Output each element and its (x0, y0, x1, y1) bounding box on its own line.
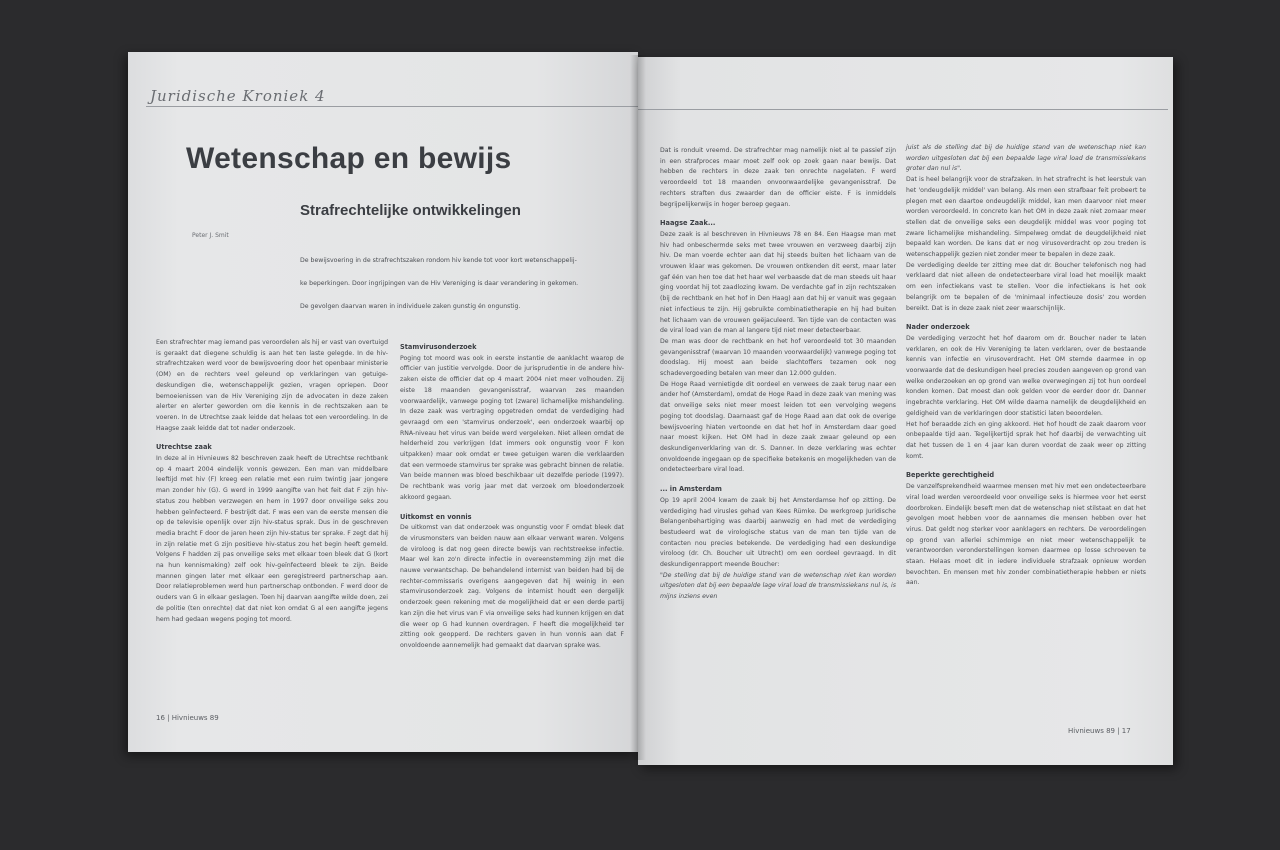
body-paragraph: De uitkomst van dat onderzoek was ongunstig voor F omdat bleek dat de virusmonsters van beiden nauw aan elkaar verwant waren. Volgens de viroloog is dat nog geen directe bewijs van rechtstreekse infectie. Maar wel kan zo'n directe infectie in overeenstemming zijn met die nauwe verwantschap. De behandelend internist van beiden had bij de rechter-commissaris overigens aangegeven dat hij weinig in een stamvirusonderzoek zag. Volgens de internist houdt een dergelijk onderzoek geen rekening met de mogelijkheid dat er een derde partij kan zijn die het virus van F via onveilige seks had kunnen krijgen en dat die weer op G had kunnen overdragen. F heeft die mogelijkheid ter zitting ook geopperd. De rechters gaven in hun vonnis aan dat F onvoldoende aannemelijk had gemaakt dat daarvan sprake was. (400, 524, 624, 649)
body-paragraph: Poging tot moord was ook in eerste instantie de aanklacht waarop de officier van justitie vervolgde. Door de jurisprudentie in de andere hiv-zaken eiste de officier dat op 4 maart 2004 niet meer volhouden. Zij eiste 18 maanden gevangenisstraf, waarvan zes maanden voorwaardelijk, vanwege poging tot (zware) lichamelijke mishandeling. In deze zaak was vertraging opgetreden omdat de verdediging had gevraagd om een 'stamvirus onderzoek', een onderzoek waarbij op RNA-niveau het virus van beide werd vergeleken. Niet alleen omdat de helderheid zou verkrijgen (dat immers ook ongunstig voor F kon uitpakken) maar ook omdat er twee getuigen waren die verklaarden dat een vermoede stamvirus ter sprake was gebracht binnen de relatie. Van beide mannen was bloed beschikbaar uit dezelfde periode (1997). De rechtbank was vorig jaar met dat verzoek om bloedonderzoek akkoord gegaan. (400, 354, 624, 501)
body-paragraph: De vanzelfsprekendheid waarmee mensen met hiv met een ondetecteerbare viral load werden veroordeeld voor onveilige seks is hiermee voor het eerst doorbroken. Eindelijk beseft men dat de wetenschap niet stilstaat en dat het gevolgen moet hebben voor de aannames die mensen hebben over het virus. Dat geldt nog sterker voor aanklagers en rechters. De veroordelingen op grond van allerlei schimmige en niet meer wetenschappelijk te verantwoorden veronderstellingen komen daarmee op losse schroeven te staan. Helaas moet dit in iedere individuele strafzaak opnieuw worden bevochten. En mensen met hiv zonder combinatietherapie hebben er niets aan. (906, 483, 1146, 587)
body-paragraph: De verdediging verzocht het hof daarom om dr. Boucher nader te laten verklaren, en ook de Hiv Vereniging te laten verklaren, over de bestaande kennis van infectie en virusoverdracht. Het OM stemde daarmee in op voorwaarde dat de deskundigen heel precies zouden aangeven op grond van welke onderzoeken en op grond van welke overwegingen zij tot hun oordeel konden komen. Dat moest dan ook gelden voor de eerder door dr. Danner ingebrachte verklaring. Het OM wilde daarna namelijk de deugdelijkheid en geldigheid van de verklaringen door statistici laten beoordelen. (906, 334, 1146, 417)
left-column-2 (400, 342, 624, 652)
body-paragraph: De man was door de rechtbank en het hof veroordeeld tot 30 maanden gevangenisstraf (waarvan 10 maanden voorwaardelijk) vanwege poging tot doodslag. Hij moest aan beide slachtoffers tezamen ook nog schadevergoeding betalen van meer dan 12.000 gulden. (660, 337, 896, 378)
page-footer-left: 16 | Hivnieuws 89 (156, 714, 219, 722)
left-page (128, 52, 638, 752)
section-heading: Haagse Zaak... (660, 219, 716, 228)
body-paragraph: Een strafrechter mag iemand pas veroordelen als hij er vast van overtuigd is geraakt dat diegene schuldig is aan het ten laste gelegde. In de hiv-strafrechtzaken werd voor de bewijsvoering door het openbaar ministerie (OM) en de rechters veel geleund op verklaringen van getuige-deskundigen die, wetenschappelijk gezien, vragen opriepen. Door bemoeienissen van de Hiv Vereniging zijn de advocaten in deze zaken alerter en alerter geworden om die kennis in de rechtszaken aan te voeren. In de Utrechtse zaak leidde dat helaas tot een veroordeling. In de Haagse zaak leidde dat tot nader onderzoek. (156, 339, 388, 432)
body-paragraph: Het hof beraadde zich en ging akkoord. Het hof houdt de zaak daarom voor onbepaalde tijd aan. Tegelijkertijd sprak het hof daarbij de verwachting uit dat het tussen de 1 en 4 jaar kan duren voordat de zaak weer op zitting komt. (906, 420, 1146, 460)
body-paragraph: In deze al in Hivnieuws 82 beschreven zaak heeft de Utrechtse rechtbank op 4 maart 2004 eindelijk vonnis gewezen. Een man van middelbare leeftijd met hiv (F) kreeg een relatie met een ruim twintig jaar jongere man zonder hiv (G). G werd in 1999 aangifte van het feit dat F zijn hiv-status zou hebben verzwegen en hem in 1997 door onveilige seks zou hebben geïnfecteerd. F bestrijdt dat. F was een van de eerste mensen die op de televisie openlijk over zijn hiv-status sprak. Dus in de geschreven media bracht F door de jaren heen zijn hiv-status ter sprake. F zegt dat hij in zijn relatie met G zijn positieve hiv-status zou het begin heeft gemeld. Volgens F hadden zij pas onveilige seks met elkaar toen bleek dat G (kort na hun kennismaking) zelf ook hiv-geïnfecteerd bleek te zijn. Beide mannen gingen later met elkaar een geregistreerd partnerschap aan. Door relatieproblemen werd hun partnerschap ontbonden. F werd door de ouders van G in elkaar geslagen. Toen hij daarvan aangifte wilde doen, zei de politie (ten onrechte) dat dat niet kon omdat G al een aangifte jegens hem had gedaan wegens poging tot moord. (156, 455, 388, 623)
intro-line: ke beperkingen. Door ingrijpingen van de Hiv Vereniging is daar verandering in gekomen. (300, 280, 579, 287)
body-paragraph: De Hoge Raad vernietigde dit oordeel en verwees de zaak terug naar een ander hof (Amsterdam), omdat de Hoge Raad in deze zaak van mening was dat onveilige seks niet meer moest leiden tot een vervolging wegens poging tot doodslag. Daarnaast gaf de Hoge Raad aan dat ook de overige bewijsvoering hiaten vertoonde en dat het hof in Amsterdam daar goed naar moest kijken. Het OM had in deze zaak zwaar geleund op een deskundigenverklaring van dr. S. Danner. In deze verklaring was echter onvoldoende ingegaan op de specifieke betekenis en mogelijkheden van de ondetecteerbare viral load. (660, 380, 896, 474)
header-rule (146, 106, 638, 107)
page-footer-right: Hivnieuws 89 | 17 (1068, 727, 1131, 735)
body-paragraph: Deze zaak is al beschreven in Hivnieuws 78 en 84. Een Haagse man met hiv had onbeschermde seks met twee vrouwen en verzweeg daarbij zijn hiv. De man voerde echter aan dat hij steeds buiten het lichaam van de vrouwen klaar was gekomen. De vrouwen ontkenden dit eerst, maar later gaf één van hen toe dat het haar wel verbaasde dat de man steeds uit haar ging voordat hij tot zaadlozing kwam. De verdachte gaf in zijn rechtszaken (bij de rechtbank en het hof in Den Haag) aan dat hij er vanuit was gegaan niet infectieus te zijn. Hij gebruikte combinatietherapie en hij had buiten het lichaam van de vrouwen geëjaculeerd. Ten tijde van de contacten was de viral load van de man al langere tijd niet meer detecteerbaar. (660, 230, 896, 335)
right-column-2 (906, 143, 1146, 589)
section-heading: Nader onderzoek (906, 323, 970, 332)
quote-paragraph: juist als de stelling dat bij de huidige stand van de wetenschap niet kan worden uitgesloten dat bij een bepaalde lage viral load de transmissiekans groter dan nul is". (906, 144, 1146, 173)
section-header: Juridische Kroniek 4 (150, 87, 326, 105)
right-column-1 (660, 146, 896, 603)
left-column-1 (156, 338, 388, 625)
header-rule (638, 109, 1168, 110)
article-title: Wetenschap en bewijs (186, 142, 512, 175)
section-heading: Utrechtse zaak (156, 443, 212, 452)
intro-line: De bewijsvoering in de strafrechtszaken rondom hiv kende tot voor kort wetenschappelij- (300, 257, 577, 264)
article-author: Peter J. Smit (192, 232, 229, 239)
section-heading: Beperkte gerechtigheid (906, 471, 995, 480)
section-heading: Stamvirusonderzoek (400, 343, 477, 351)
intro-line: De gevolgen daarvan waren in individuele zaken gunstig én ongunstig. (300, 303, 521, 310)
body-paragraph: Op 19 april 2004 kwam de zaak bij het Amsterdamse hof op zitting. De verdediging had virusles gehad van Kees Rümke. De werkgroep Juridische Belangenbehartiging was daarbij aanwezig en had met de verdediging bestudeerd wat de virologische status van de man ten tijde van de contacten nou precies betekende. De verdediging had een deskundige viroloog (dr. Ch. Boucher uit Utrecht) om een oordeel gevraagd. In dit deskundigenrapport meende Boucher: (660, 496, 896, 569)
section-heading: ... in Amsterdam (660, 485, 722, 494)
right-page (638, 57, 1173, 765)
body-paragraph: De verdediging deelde ter zitting mee dat dr. Boucher telefonisch nog had verklaard dat niet alleen de ondetecteerbare viral load het moeilijk maakt om een infectiekans vast te stellen. Voor die infectiekans is het ook belangrijk om te bepalen of de 'minimaal infectieuze dosis' zou worden bereikt. Dat is in deze zaak niet zeer waarschijnlijk. (906, 261, 1146, 312)
body-paragraph: Dat is heel belangrijk voor de strafzaken. In het strafrecht is het leerstuk van het 'ondeugdelijk middel' van belang. Als men een strafbaar feit probeert te plegen met een daartoe ondeugdelijk middel, kan men daarvoor niet meer worden veroordeeld. In concreto kan het OM in deze zaak niet zomaar meer stellen dat de onveilige seks een deugdelijk middel was voor poging tot zware lichamelijke mishandeling. Simpelweg omdat de deugdelijkheid niet bepaald kan worden. De kans dat er nog virusoverdracht op zou treden is wetenschappelijk gezien niet zonder meer te bepalen in deze zaak. (906, 176, 1146, 259)
quote-paragraph: "De stelling dat bij de huidige stand van de wetenschap niet kan worden uitgesloten dat bij een bepaalde lage viral load de transmissiekans nul is, is mijns inziens even (660, 571, 896, 601)
article-intro (300, 249, 620, 318)
section-heading: Uitkomst en vonnis (400, 512, 472, 521)
article-subtitle: Strafrechtelijke ontwikkelingen (300, 202, 521, 219)
body-paragraph: Dat is ronduit vreemd. De strafrechter mag namelijk niet al te passief zijn in een strafproces maar moet zelf ook op zoek gaan naar bewijs. Dat hebben de rechters in deze zaak ten onrechte nagelaten. F werd veroordeeld tot 18 maanden onvoorwaardelijke gevangenisstraf. De rechters straften dus zwaarder dan de officier eiste. F is inmiddels begrijpelijkerwijs in hoger beroep gegaan. (660, 147, 896, 208)
